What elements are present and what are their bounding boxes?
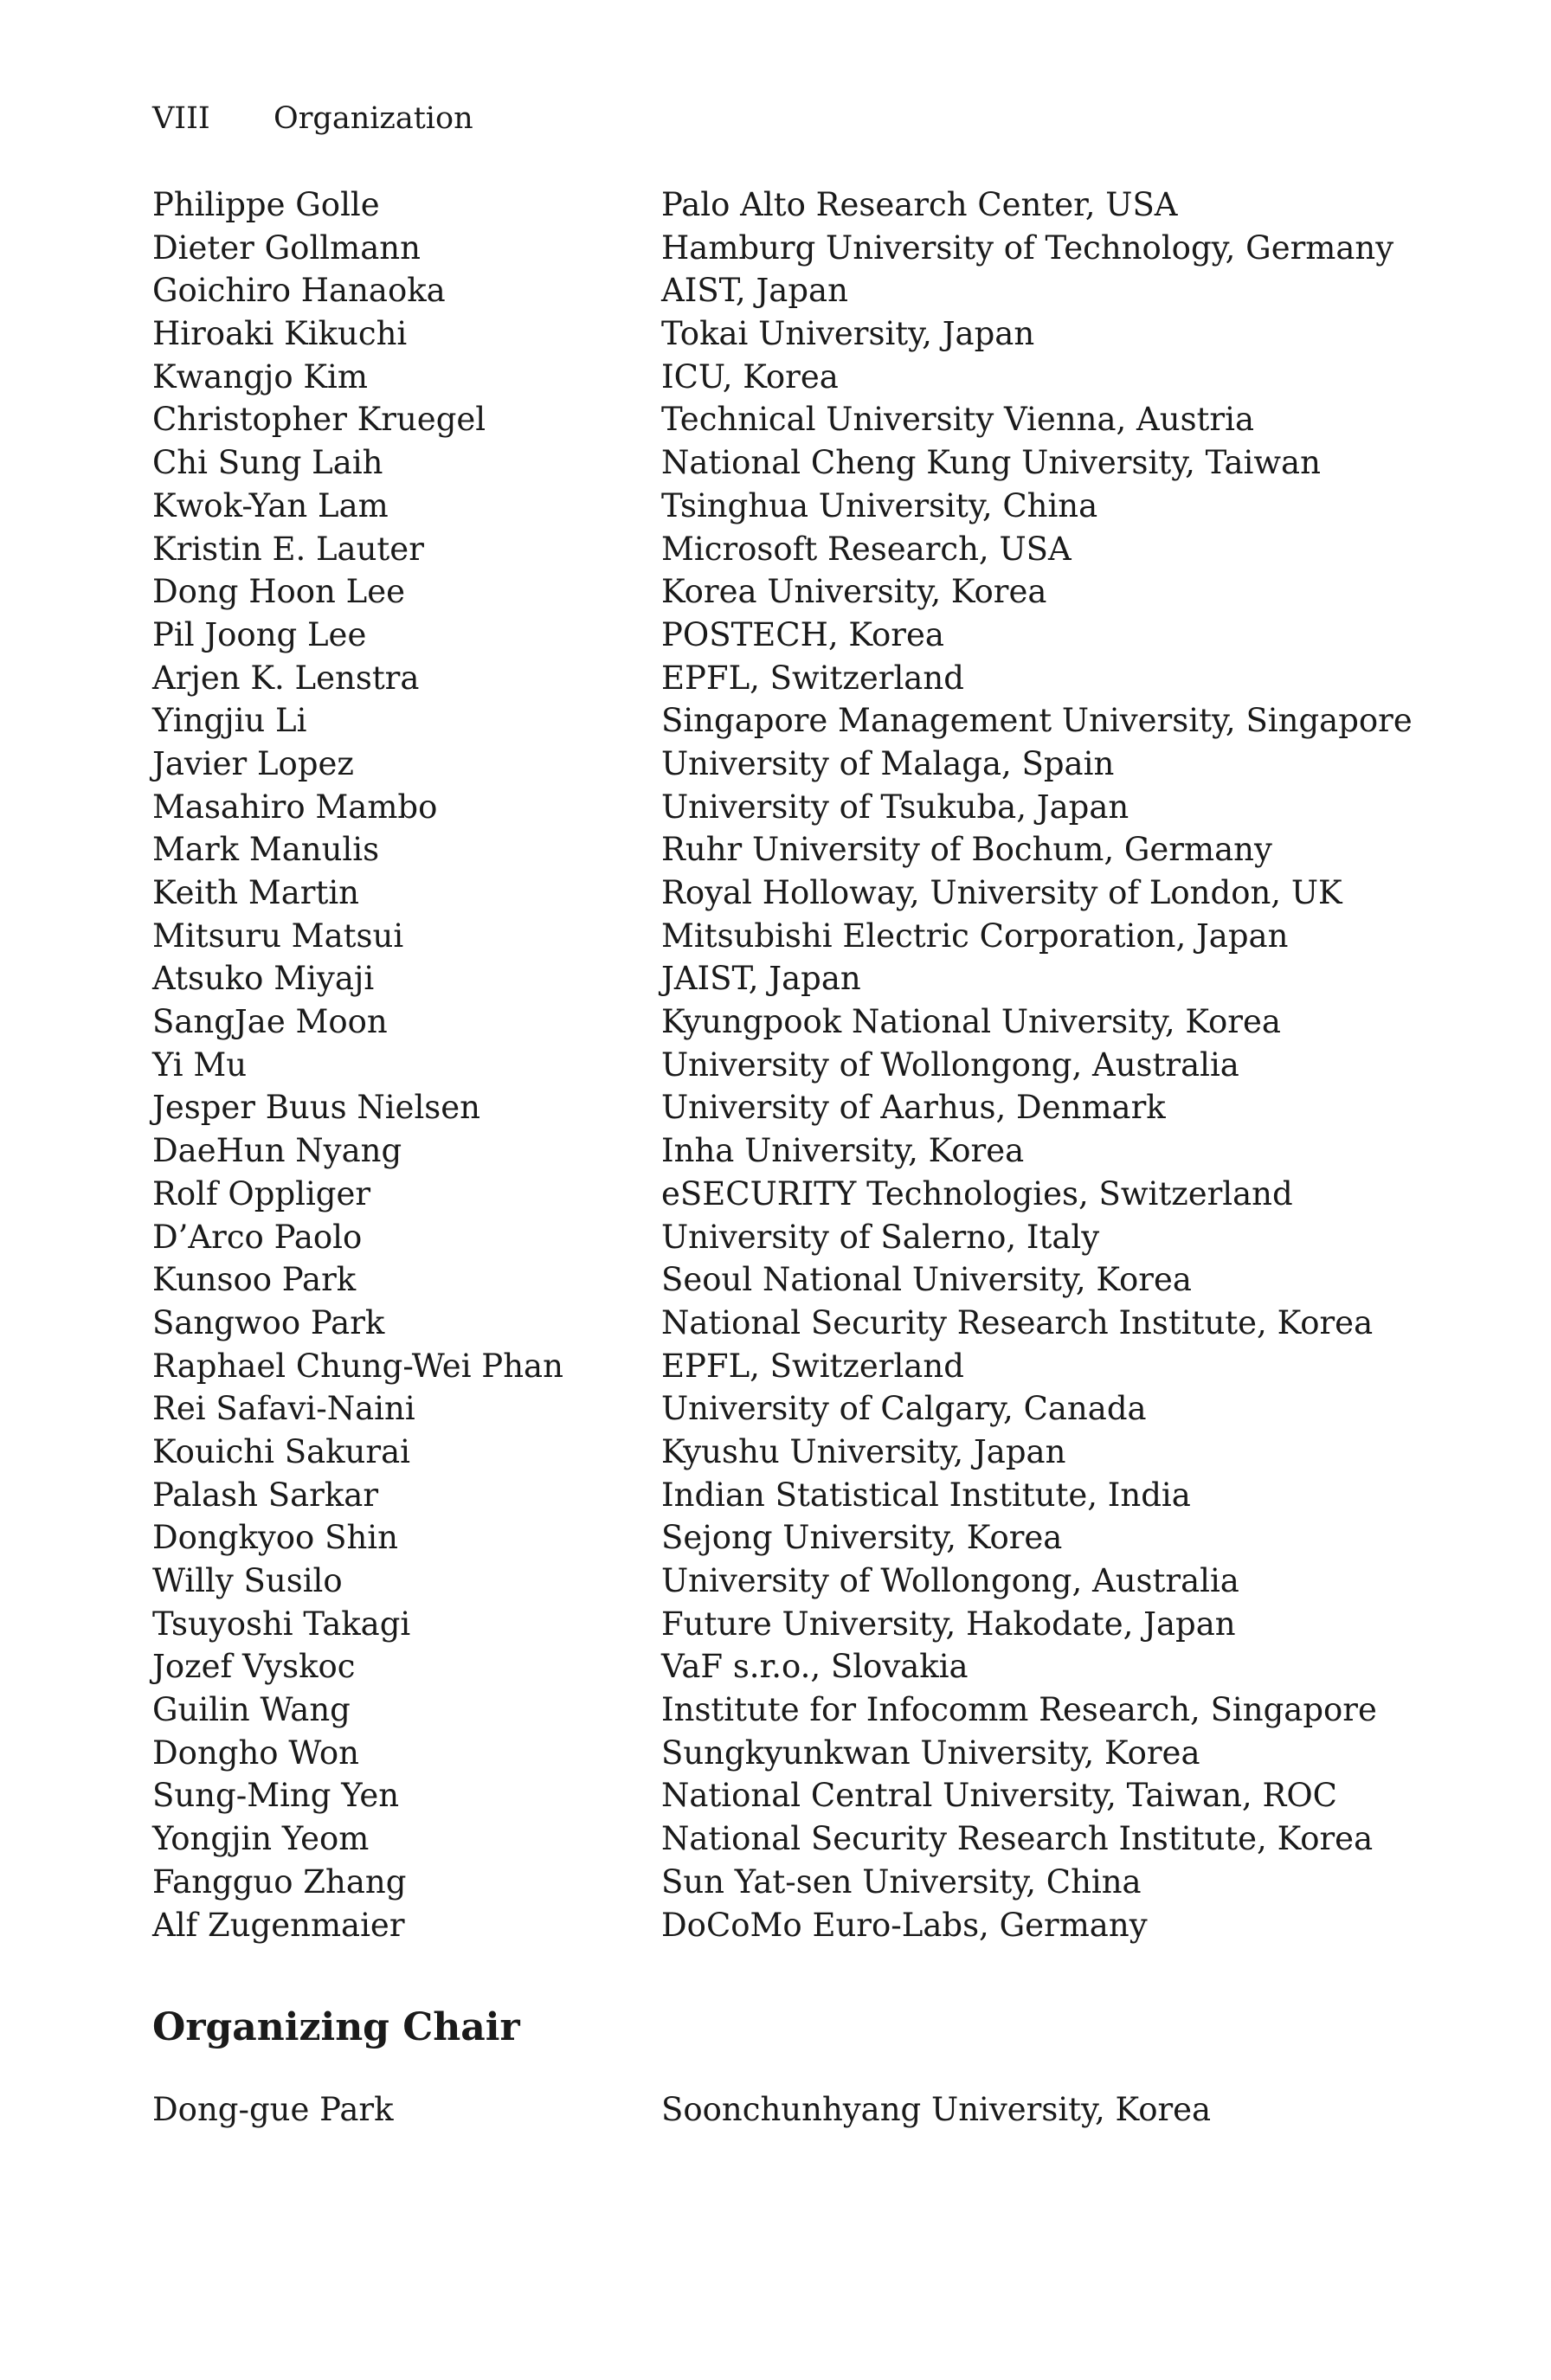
member-affiliation: Tsinghua University, China <box>661 486 1098 524</box>
chair-name: Dong-gue Park <box>152 2091 394 2128</box>
list-item <box>152 1560 1407 1603</box>
list-item <box>152 528 1407 571</box>
member-name: Dieter Gollmann <box>152 228 421 267</box>
member-affiliation: University of Wollongong, Australia <box>661 1045 1239 1084</box>
list-item <box>152 312 1407 356</box>
member-affiliation: EPFL, Switzerland <box>661 659 964 697</box>
member-affiliation: University of Wollongong, Australia <box>661 1562 1239 1599</box>
member-name: Keith Martin <box>152 874 360 911</box>
member-name: Dongho Won <box>152 1734 359 1772</box>
member-affiliation: POSTECH, Korea <box>661 615 944 653</box>
list-item <box>152 398 1407 441</box>
list-item <box>152 1044 1407 1087</box>
member-name: Kwangjo Kim <box>152 357 368 396</box>
list-item <box>152 1689 1407 1732</box>
list-item <box>152 227 1407 270</box>
member-affiliation: University of Calgary, Canada <box>661 1390 1147 1428</box>
member-affiliation: EPFL, Switzerland <box>661 1347 964 1385</box>
member-name: Dong Hoon Lee <box>152 573 405 611</box>
member-name: Yongjin Yeom <box>152 1820 370 1858</box>
member-affiliation: ICU, Korea <box>661 357 839 396</box>
list-item <box>152 1817 1407 1861</box>
member-affiliation: Kyushu University, Japan <box>661 1432 1066 1470</box>
committee-member-list <box>152 183 1413 1946</box>
list-item <box>152 1387 1407 1431</box>
member-affiliation: Institute for Infocomm Research, Singapore <box>661 1691 1377 1729</box>
running-head <box>152 97 473 140</box>
list-item <box>152 1774 1407 1817</box>
member-affiliation: University of Malaga, Spain <box>661 744 1115 782</box>
member-name: D’Arco Paolo <box>152 1218 363 1256</box>
member-affiliation: University of Tsukuba, Japan <box>661 788 1129 826</box>
chair-affiliation: Soonchunhyang University, Korea <box>661 2091 1212 2128</box>
member-name: Sangwoo Park <box>152 1303 385 1341</box>
list-item <box>152 743 1407 786</box>
member-name: Pil Joong Lee <box>152 615 367 653</box>
list-item <box>152 183 1407 227</box>
member-name: Chi Sung Laih <box>152 444 383 482</box>
member-name: Sung-Ming Yen <box>152 1777 400 1815</box>
member-name: Willy Susilo <box>152 1562 343 1599</box>
member-affiliation: National Security Research Institute, Korea <box>661 1820 1374 1858</box>
member-name: Javier Lopez <box>152 744 354 782</box>
list-item <box>152 485 1407 528</box>
member-affiliation: National Security Research Institute, Korea <box>661 1303 1374 1341</box>
list-item <box>152 957 1407 1000</box>
member-affiliation: VaF s.r.o., Slovakia <box>661 1648 969 1686</box>
list-item <box>152 1216 1407 1259</box>
list-item <box>152 1345 1407 1388</box>
member-affiliation: University of Salerno, Italy <box>661 1218 1100 1256</box>
member-affiliation: Hamburg University of Technology, Germany <box>661 228 1394 267</box>
list-item <box>152 1258 1407 1302</box>
list-item <box>152 915 1407 958</box>
member-affiliation: Tokai University, Japan <box>661 315 1035 353</box>
member-affiliation: Korea University, Korea <box>661 573 1047 611</box>
member-affiliation: Mitsubishi Electric Corporation, Japan <box>661 917 1289 955</box>
member-name: Jesper Buus Nielsen <box>152 1089 480 1127</box>
list-item <box>152 657 1407 700</box>
member-name: Jozef Vyskoc <box>152 1648 356 1686</box>
member-affiliation: Sungkyunkwan University, Korea <box>661 1734 1200 1772</box>
list-item <box>152 872 1407 915</box>
page-number: VIII <box>152 101 210 136</box>
member-name: Kwok-Yan Lam <box>152 486 389 524</box>
list-item <box>152 356 1407 399</box>
member-name: Alf Zugenmaier <box>152 1906 405 1944</box>
member-name: Palash Sarkar <box>152 1476 379 1514</box>
list-item <box>152 1000 1407 1044</box>
list-item <box>152 1645 1407 1689</box>
member-name: Arjen K. Lenstra <box>152 659 420 697</box>
member-affiliation: National Central University, Taiwan, ROC <box>661 1777 1337 1815</box>
member-affiliation: Sun Yat-sen University, China <box>661 1862 1142 1901</box>
member-affiliation: AIST, Japan <box>661 272 848 310</box>
member-affiliation: DoCoMo Euro-Labs, Germany <box>661 1906 1148 1944</box>
member-name: SangJae Moon <box>152 1003 388 1041</box>
member-affiliation: Indian Statistical Institute, India <box>661 1476 1191 1514</box>
list-item <box>152 614 1407 657</box>
list-item <box>152 1086 1407 1129</box>
list-item <box>152 828 1407 872</box>
list-item <box>152 1129 1407 1173</box>
member-name: Kunsoo Park <box>152 1261 357 1299</box>
member-name: Yi Mu <box>152 1045 248 1084</box>
member-name: Masahiro Mambo <box>152 788 438 826</box>
member-affiliation: Singapore Management University, Singapore <box>661 702 1413 740</box>
member-name: Fangguo Zhang <box>152 1862 407 1901</box>
list-item <box>152 786 1407 829</box>
member-name: Rei Safavi-Naini <box>152 1390 415 1428</box>
member-affiliation: Sejong University, Korea <box>661 1519 1063 1557</box>
list-item <box>152 570 1407 614</box>
member-name: Dongkyoo Shin <box>152 1519 398 1557</box>
member-name: Yingjiu Li <box>152 702 307 740</box>
member-name: Mark Manulis <box>152 831 380 869</box>
member-name: Mitsuru Matsui <box>152 917 404 955</box>
member-affiliation: Future University, Hakodate, Japan <box>661 1605 1236 1643</box>
member-affiliation: Inha University, Korea <box>661 1132 1025 1170</box>
member-name: Atsuko Miyaji <box>152 960 375 998</box>
section-heading-organizing-chair: Organizing Chair <box>152 2005 520 2049</box>
member-affiliation: Kyungpook National University, Korea <box>661 1003 1281 1041</box>
member-affiliation: Microsoft Research, USA <box>661 530 1072 568</box>
list-item <box>152 1431 1407 1474</box>
list-item <box>152 699 1413 743</box>
list-item <box>152 1474 1407 1517</box>
list-item <box>152 1732 1407 1775</box>
member-name: Kristin E. Lauter <box>152 530 424 568</box>
member-name: Philippe Golle <box>152 186 380 223</box>
member-name: Raphael Chung-Wei Phan <box>152 1347 563 1385</box>
member-affiliation: Technical University Vienna, Austria <box>661 401 1255 439</box>
member-affiliation: eSECURITY Technologies, Switzerland <box>661 1174 1293 1213</box>
list-item <box>152 269 1407 312</box>
list-item <box>152 1516 1407 1560</box>
member-affiliation: University of Aarhus, Denmark <box>661 1089 1166 1127</box>
member-name: Goichiro Hanaoka <box>152 272 446 310</box>
list-item <box>152 1603 1407 1646</box>
list-item <box>152 1173 1407 1216</box>
member-name: Christopher Kruegel <box>152 401 486 439</box>
member-name: Guilin Wang <box>152 1691 351 1729</box>
member-affiliation: Ruhr University of Bochum, Germany <box>661 831 1272 869</box>
list-item <box>152 1861 1407 1904</box>
member-name: Tsuyoshi Takagi <box>152 1605 411 1643</box>
member-affiliation: Palo Alto Research Center, USA <box>661 186 1178 223</box>
member-affiliation: Royal Holloway, University of London, UK <box>661 874 1342 911</box>
list-item <box>152 1904 1407 1947</box>
member-affiliation: National Cheng Kung University, Taiwan <box>661 444 1321 482</box>
running-title: Organization <box>274 101 473 136</box>
member-affiliation: JAIST, Japan <box>661 960 861 998</box>
member-affiliation: Seoul National University, Korea <box>661 1261 1192 1299</box>
member-name: Rolf Oppliger <box>152 1174 371 1213</box>
member-name: Hiroaki Kikuchi <box>152 315 408 353</box>
member-name: Kouichi Sakurai <box>152 1432 410 1470</box>
list-item <box>152 441 1407 485</box>
list-item <box>152 1302 1407 1345</box>
organizing-chair-row <box>152 2088 1407 2132</box>
member-name: DaeHun Nyang <box>152 1132 402 1170</box>
